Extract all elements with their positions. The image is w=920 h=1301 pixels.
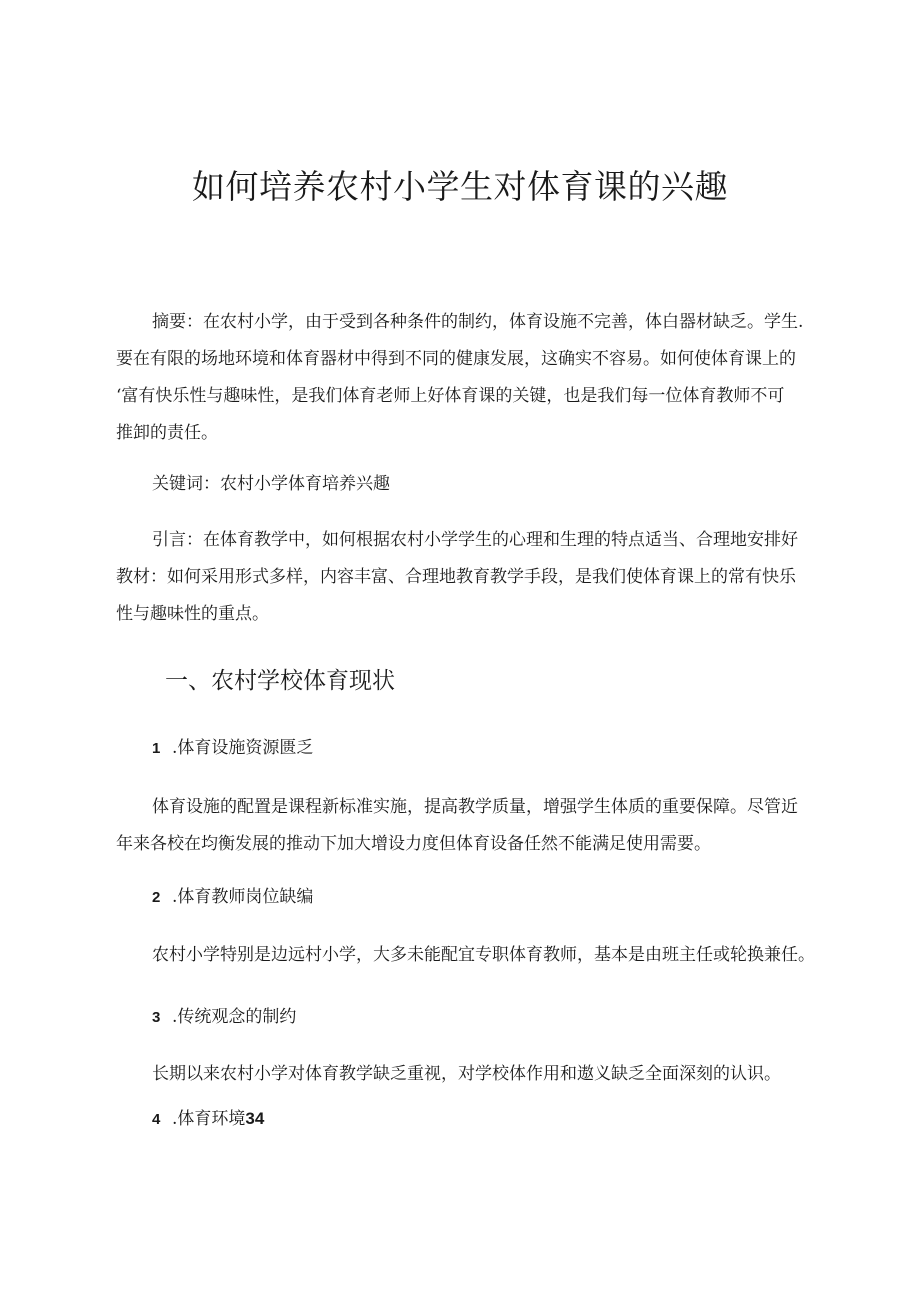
document-title: 如何培养农村小学生对体育课的兴趣 — [192, 167, 728, 206]
subsection-heading — [152, 733, 313, 764]
abstract-line: 摘要：在农村小学，由于受到各种条件的制约，体育设施不完善，体白器材缺乏。学生. — [152, 312, 804, 332]
intro-paragraph — [116, 522, 812, 633]
abstract-line: ‘富有快乐性与趣味性，是我们体育老师上好体育课的关键，也是我们每一位体育教师不可 — [116, 386, 785, 406]
intro-line: 引言：在体育教学中，如何根据农村小学学生的心理和生理的特点适当、合理地安排好 — [152, 530, 798, 550]
abstract-line: 推卸的责任。 — [116, 423, 218, 443]
subsection-body: 农村小学特别是边远村小学，大多未能配宜专职体育教师，基本是由班主任或轮换兼任。 — [152, 945, 815, 965]
section-heading: 一、农村学校体育现状 — [165, 668, 395, 694]
subsection-title: .传统观念的制约 — [172, 1007, 297, 1027]
subsection-title-suffix: 34 — [245, 1109, 265, 1128]
keywords-line: 关键词：农村小学体育培养兴趣 — [152, 474, 390, 494]
abstract-paragraph — [116, 304, 812, 452]
subsection-body — [116, 789, 812, 863]
abstract-line: 要在有限的场地环境和体育器材中得到不同的健康发展，这确实不容易。如何使体育课上的 — [116, 349, 796, 369]
subsection-number: 1 — [152, 740, 161, 757]
intro-line: 性与趣味性的重点。 — [116, 604, 269, 624]
subsection-number: 3 — [152, 1009, 161, 1026]
subsection-heading — [152, 882, 313, 913]
subsection-title: .体育环境 — [172, 1109, 246, 1129]
body-line: 体育设施的配置是课程新标准实施，提高教学质量，增强学生体质的重要保障。尽管近 — [152, 797, 798, 817]
subsection-number: 2 — [152, 889, 161, 906]
subsection-heading — [152, 1104, 264, 1135]
body-line: 年来各校在均衡发展的推动下加大增设力度但体育设备任然不能满足使用需要。 — [116, 834, 711, 854]
subsection-heading — [152, 1002, 296, 1033]
intro-line: 教材：如何采用形式多样，内容丰富、合理地教育教学手段，是我们使体育课上的常有快乐 — [116, 567, 796, 587]
subsection-body: 长期以来农村小学对体育教学缺乏重视，对学校体作用和遨义缺乏全面深刻的认识。 — [152, 1064, 781, 1084]
subsection-title: .体育设施资源匮乏 — [172, 738, 314, 758]
subsection-number: 4 — [152, 1111, 161, 1128]
subsection-title: .体育教师岗位缺编 — [172, 887, 314, 907]
